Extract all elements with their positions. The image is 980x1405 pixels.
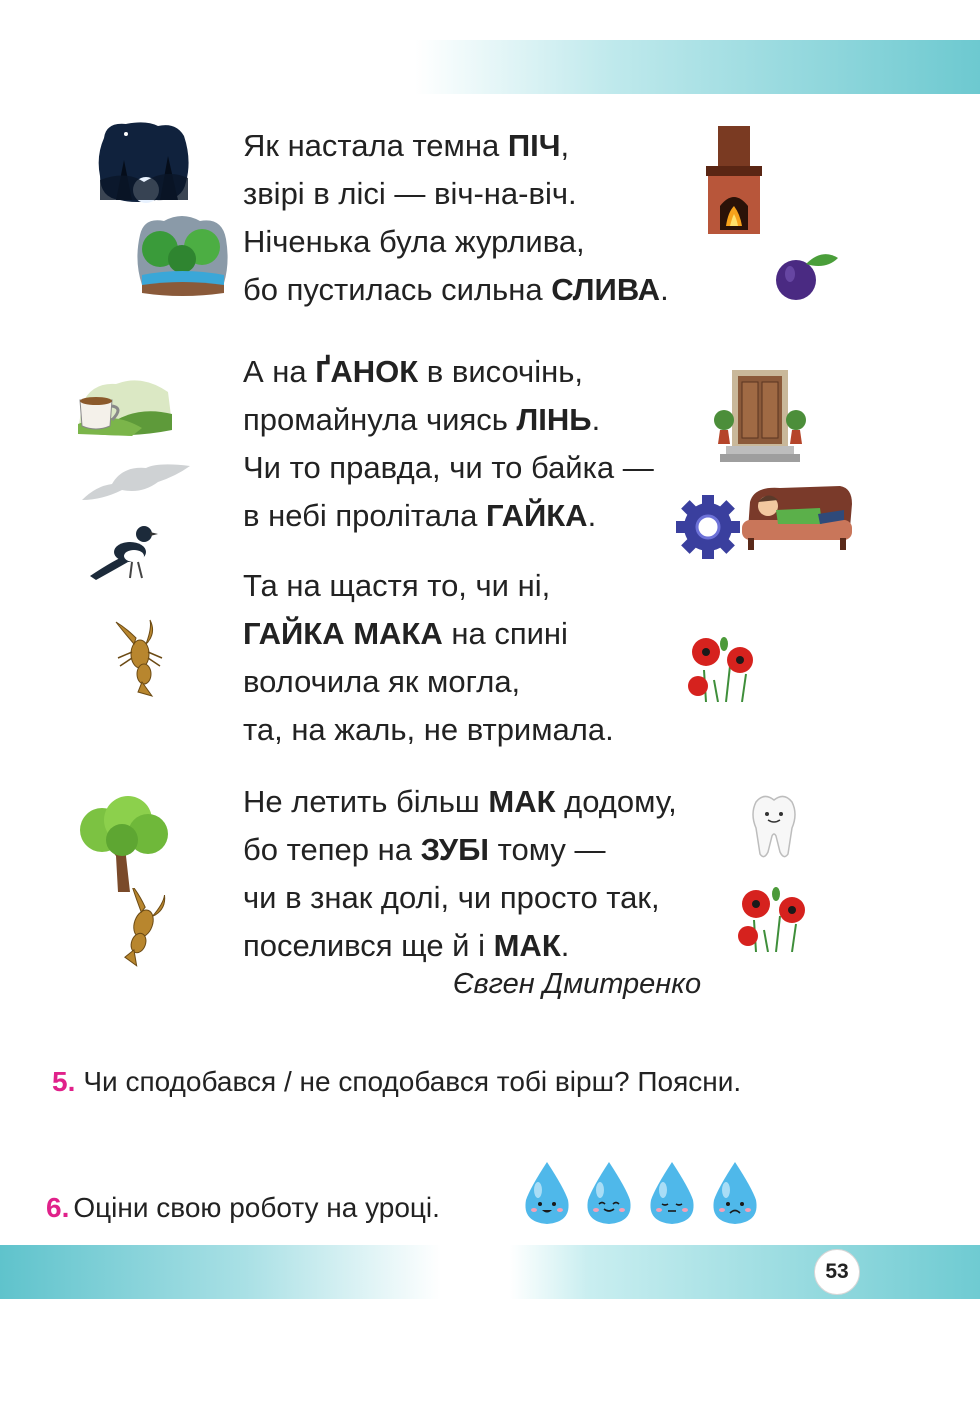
poem-line bbox=[243, 778, 677, 826]
poem-keyword: ҐАНОК bbox=[315, 354, 419, 389]
poem-text: . bbox=[560, 928, 570, 963]
poem-keyword: ЛІНЬ bbox=[516, 402, 592, 437]
poem-text: А на bbox=[243, 354, 316, 389]
gear-nut-icon bbox=[676, 490, 740, 564]
cloud-icon bbox=[82, 460, 192, 504]
poem-line bbox=[243, 706, 614, 754]
poem-text: тому — bbox=[488, 832, 606, 867]
poem-line bbox=[243, 874, 677, 922]
poem-text: . bbox=[591, 402, 601, 437]
poem-keyword: МАК bbox=[488, 784, 556, 819]
top-decor-band bbox=[415, 40, 980, 94]
stanza-1 bbox=[243, 122, 669, 314]
water-drop-happy-icon[interactable] bbox=[522, 1160, 572, 1226]
night-forest-icon bbox=[96, 120, 192, 204]
poem-text: Ніченька була журлива, bbox=[243, 224, 585, 259]
crayfish-icon bbox=[112, 618, 168, 700]
poem-text: Як настала темна bbox=[243, 128, 508, 163]
poem-text: додому, bbox=[555, 784, 677, 819]
poem-keyword: ГАЙКА МАКА bbox=[243, 616, 443, 651]
poem-text: в височінь, bbox=[418, 354, 583, 389]
poem-line bbox=[243, 122, 669, 170]
poem-line bbox=[243, 218, 669, 266]
poem-text: . bbox=[660, 272, 669, 307]
poem-line bbox=[243, 396, 654, 444]
poem-text: чи в знак долі, чи просто так, bbox=[243, 880, 660, 915]
poem-text: бо тепер на bbox=[243, 832, 421, 867]
stanza-2 bbox=[243, 348, 654, 540]
poem-line bbox=[243, 658, 614, 706]
poem-text: Чи то правда, чи то байка — bbox=[243, 450, 654, 485]
task-6 bbox=[46, 1192, 440, 1224]
poppy-icon bbox=[734, 880, 812, 952]
porch-door-icon bbox=[712, 368, 808, 464]
poem-line bbox=[243, 922, 677, 970]
task-5 bbox=[52, 1066, 741, 1098]
poem-text: поселився ще й і bbox=[243, 928, 494, 963]
poem-keyword: ГАЙКА bbox=[485, 498, 588, 533]
plum-icon bbox=[772, 250, 842, 302]
poem-line bbox=[243, 170, 669, 218]
poem-line bbox=[243, 610, 614, 658]
poem-text: на спині bbox=[442, 616, 568, 651]
magpie-icon bbox=[88, 518, 158, 584]
poem-keyword: ПІЧ bbox=[507, 128, 561, 163]
fireplace-icon bbox=[704, 126, 764, 234]
poem-line bbox=[243, 266, 669, 314]
page-number: 53 bbox=[814, 1249, 860, 1295]
poem-line bbox=[243, 826, 677, 874]
task-5-number: 5. bbox=[52, 1066, 76, 1097]
poem-line bbox=[243, 444, 654, 492]
stanza-4 bbox=[243, 778, 677, 970]
poem-author: Євген Дмитренко bbox=[453, 968, 702, 1000]
poem-text: та, на жаль, не втримала. bbox=[243, 712, 614, 747]
poem-text: бо пустилась сильна bbox=[243, 272, 552, 307]
crayfish-icon bbox=[114, 888, 174, 970]
poem-line bbox=[243, 348, 654, 396]
poem-text: волочила як могла, bbox=[243, 664, 521, 699]
poem-line bbox=[243, 492, 654, 540]
poem-keyword: МАК bbox=[493, 928, 561, 963]
poem-text: в небі пролітала bbox=[243, 498, 486, 533]
poem-line bbox=[243, 562, 614, 610]
task-6-text: Оціни свою роботу на уроці. bbox=[73, 1192, 440, 1223]
poppy-icon bbox=[684, 630, 762, 702]
task-5-text: Чи сподобався / не сподобався тобі вірш? Поясни. bbox=[83, 1066, 742, 1097]
water-drop-sad-icon[interactable] bbox=[710, 1160, 760, 1226]
water-drop-neutral-icon[interactable] bbox=[647, 1160, 697, 1226]
tea-field-icon bbox=[72, 374, 176, 438]
poem-text: Та на щастя то, чи ні, bbox=[243, 568, 551, 603]
poem-text: звірі в лісі — віч-на-віч. bbox=[243, 176, 577, 211]
stanza-3 bbox=[243, 562, 614, 754]
poem-text: , bbox=[560, 128, 570, 163]
poem-keyword: СЛИВА bbox=[551, 272, 661, 307]
poem-text: . bbox=[587, 498, 597, 533]
poem-text: Не летить більш bbox=[243, 784, 489, 819]
sleeping-boy-sofa-icon bbox=[740, 480, 854, 554]
poem-text: промайнула чиясь bbox=[243, 402, 517, 437]
tooth-icon bbox=[750, 792, 798, 860]
rain-forest-icon bbox=[134, 213, 230, 297]
tree-icon bbox=[72, 796, 172, 892]
self-assessment-drops bbox=[522, 1160, 762, 1228]
water-drop-smile-icon[interactable] bbox=[584, 1160, 634, 1226]
task-6-number: 6. bbox=[46, 1192, 70, 1223]
poem-keyword: ЗУБІ bbox=[420, 832, 489, 867]
